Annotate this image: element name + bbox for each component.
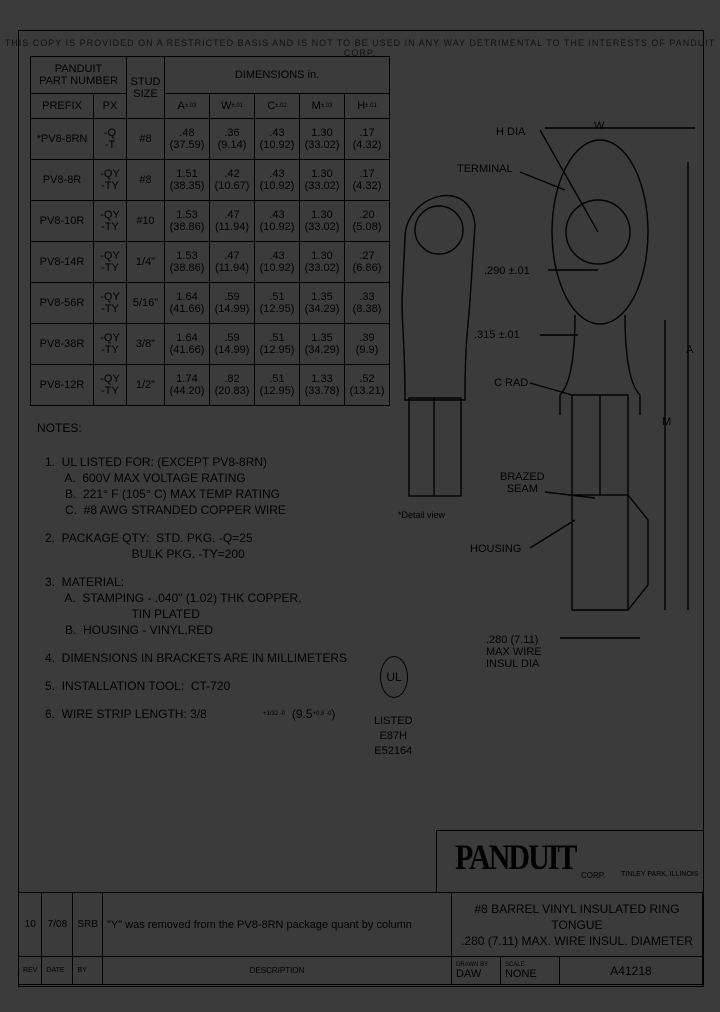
- dim-header-w: $W^{\pm.01}$: [210, 94, 255, 119]
- note-line: BULK PKG. -TY=200: [45, 547, 245, 561]
- note-line: A. 600V MAX VOLTAGE RATING: [45, 471, 246, 485]
- rev-header: REV: [19, 957, 42, 985]
- drawn-by-cell: DRAWN BY DAW: [451, 957, 500, 985]
- cell-prefix: PV8-56R: [31, 283, 94, 324]
- detail-view-text: *Detail view: [398, 510, 446, 520]
- detail-barrel: [409, 398, 461, 496]
- note-line: 4. DIMENSIONS IN BRACKETS ARE IN MILLIMETERS: [45, 651, 348, 665]
- cell-c: .43 (10.92): [255, 242, 300, 283]
- ul-logo: UL: [380, 656, 408, 698]
- cell-a: 1.53 (38.86): [165, 201, 210, 242]
- cell-m: 1.30 (33.02): [300, 242, 345, 283]
- max-wire-label: .280 (7.11) MAX WIRE INSUL DIA: [486, 634, 542, 670]
- c-rad-label: C RAD: [494, 377, 529, 389]
- cell-c: .43 (10.92): [255, 201, 300, 242]
- restriction-note: THIS COPY IS PROVIDED ON A RESTRICTED BASIS AND IS NOT TO BE USED IN ANY WAY DETRIMENTAL TO THE INTERESTS OF PANDUIT CORP.: [4, 38, 716, 58]
- title-block-table: [18, 892, 703, 985]
- cell-h: .33 (8.38): [345, 283, 390, 324]
- note-line: 2. PACKAGE QTY: STD. PKG. -Q=25: [45, 531, 253, 545]
- cell-px: -QY -TY: [94, 324, 127, 365]
- cell-h: .39 (9.9): [345, 324, 390, 365]
- cell-stud: #8: [127, 160, 165, 201]
- stud-size-header: STUD SIZE: [127, 57, 165, 119]
- main-housing: [572, 495, 648, 610]
- cell-c: .51 (12.95): [255, 324, 300, 365]
- panduit-logo: PANDUIT: [455, 837, 576, 878]
- cell-m: 1.33 (33.78): [300, 365, 345, 406]
- dim-header-h: $H^{\pm.01}$: [345, 94, 390, 119]
- strip-length-extra: $^{+1/32 -0}$ $(9.5^{+0.8 -0})$: [263, 707, 336, 721]
- cell-c: .43 (10.92): [255, 119, 300, 160]
- note-line: A. STAMPING - .040" (1.02) THK COPPER,: [45, 591, 302, 605]
- cell-a: .48 (37.59): [165, 119, 210, 160]
- rev-value: 10: [19, 893, 42, 957]
- note-line: C. #8 AWG STRANDED COPPER WIRE: [45, 503, 286, 517]
- cell-a: 1.74 (44.20): [165, 365, 210, 406]
- m-label: M: [662, 416, 672, 428]
- by-header: BY: [73, 957, 103, 985]
- notes-title: NOTES:: [37, 421, 82, 435]
- cell-h: .27 (6.86): [345, 242, 390, 283]
- cell-prefix: PV8-12R: [31, 365, 94, 406]
- cell-px: -QY -TY: [94, 283, 127, 324]
- drawing-number: A41218: [559, 957, 702, 985]
- cell-m: 1.30 (33.02): [300, 160, 345, 201]
- cell-a: 1.53 (38.86): [165, 242, 210, 283]
- housing-label: HOUSING: [470, 543, 522, 555]
- w-label: W: [594, 120, 605, 132]
- note-line: 3. MATERIAL:: [45, 575, 125, 589]
- cell-c: .51 (12.95): [255, 283, 300, 324]
- cell-h: .17 (4.32): [345, 119, 390, 160]
- change-description: "Y" was removed from the PV8-8RN package quant by column: [102, 893, 451, 957]
- dim-290-label: .290 ±.01: [484, 265, 530, 277]
- cell-px: -QY -TY: [94, 201, 127, 242]
- detail-stud-hole: [415, 206, 463, 254]
- dim-header-c: $C^{\pm.02}$: [255, 94, 300, 119]
- cell-a: 1.64 (41.66): [165, 324, 210, 365]
- cell-px: -QY -TY: [94, 242, 127, 283]
- cell-h: .20 (5.08): [345, 201, 390, 242]
- cell-px: -QY -TY: [94, 160, 127, 201]
- cell-c: .43 (10.92): [255, 160, 300, 201]
- drawing-title: #8 BARREL VINYL INSULATED RING TONGUE .280 (7.11) MAX. WIRE INSUL. DIAMETER: [451, 893, 702, 957]
- cell-px: -QY -TY: [94, 365, 127, 406]
- cell-m: 1.30 (33.02): [300, 119, 345, 160]
- prefix-header: PREFIX: [31, 94, 94, 119]
- cell-w: .59 (14.99): [210, 324, 255, 365]
- cell-w: .42 (10.67): [210, 160, 255, 201]
- cell-m: 1.30 (33.02): [300, 201, 345, 242]
- dim-315-label: .315 ±.01: [474, 329, 520, 341]
- cell-h: .52 (13.21): [345, 365, 390, 406]
- cell-w: .82 (20.83): [210, 365, 255, 406]
- cell-prefix: PV8-8R: [31, 160, 94, 201]
- logo-block: [436, 830, 703, 893]
- cell-w: .47 (11.94): [210, 201, 255, 242]
- terminal-label: TERMINAL: [457, 163, 513, 175]
- cell-a: 1.51 (38.35): [165, 160, 210, 201]
- note-line: 5. INSTALLATION TOOL: CT-720: [45, 679, 231, 693]
- by-value: SRB: [73, 893, 103, 957]
- cell-stud: 1/4": [127, 242, 165, 283]
- note-line: 6. WIRE STRIP LENGTH: 3/8: [45, 707, 207, 721]
- cell-prefix: *PV8-8RN: [31, 119, 94, 160]
- scale-cell: SCALE NONE: [500, 957, 559, 985]
- cell-h: .17 (4.32): [345, 160, 390, 201]
- note-line: TIN PLATED: [45, 607, 200, 621]
- ul-listing: LISTED E87H E52164: [374, 715, 413, 757]
- cell-a: 1.64 (41.66): [165, 283, 210, 324]
- px-header: PX: [94, 94, 127, 119]
- brazed-seam-label: BRAZED SEAM: [500, 471, 545, 495]
- cell-w: .47 (11.94): [210, 242, 255, 283]
- cell-stud: 5/16": [127, 283, 165, 324]
- cell-prefix: PV8-14R: [31, 242, 94, 283]
- cell-px: -Q -T: [94, 119, 127, 160]
- date-header: DATE: [42, 957, 73, 985]
- a-label: A: [686, 344, 694, 356]
- cell-w: .59 (14.99): [210, 283, 255, 324]
- cell-m: 1.35 (34.29): [300, 324, 345, 365]
- cell-w: .36 (9.14): [210, 119, 255, 160]
- dimensions-header: DIMENSIONS in.: [165, 57, 390, 94]
- cell-stud: #8: [127, 119, 165, 160]
- note-line: B. HOUSING - VINYL,RED: [45, 623, 214, 637]
- date-value: 7/08: [42, 893, 73, 957]
- cell-stud: 1/2": [127, 365, 165, 406]
- detail-terminal-outline: [402, 196, 475, 400]
- cell-c: .51 (12.95): [255, 365, 300, 406]
- dim-header-a: $A^{\pm.03}$: [165, 94, 210, 119]
- location-text: TINLEY PARK, ILLINOIS: [621, 871, 699, 878]
- cell-stud: 3/8": [127, 324, 165, 365]
- cell-stud: #10: [127, 201, 165, 242]
- cell-m: 1.35 (34.29): [300, 283, 345, 324]
- note-line: 1. UL LISTED FOR: (EXCEPT PV8-8RN): [45, 455, 268, 469]
- description-header: DESCRIPTION: [102, 957, 451, 985]
- note-line: B. 221° F (105° C) MAX TEMP RATING: [45, 487, 280, 501]
- cell-prefix: PV8-38R: [31, 324, 94, 365]
- cell-prefix: PV8-10R: [31, 201, 94, 242]
- h-dia-label: H DIA: [496, 126, 526, 138]
- corp-text: CORP.: [581, 871, 606, 880]
- dim-header-m: $M^{\pm.03}$: [300, 94, 345, 119]
- part-number-header: PANDUIT PART NUMBER: [31, 57, 127, 94]
